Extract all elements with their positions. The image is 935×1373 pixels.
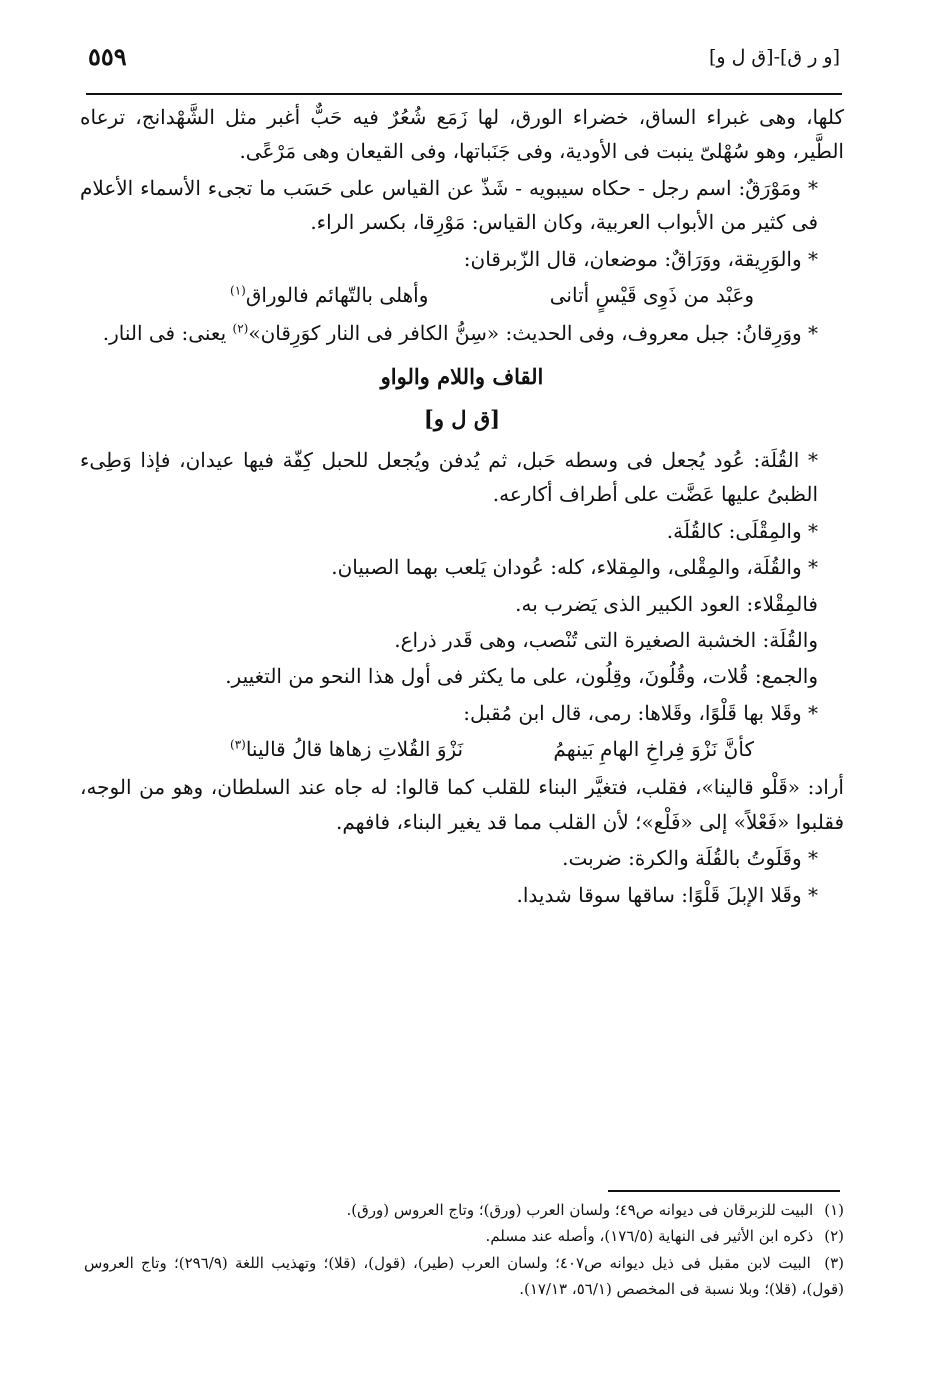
paragraph: * وقَلا الإبلَ قَلْوًا: ساقها سوقا شديدا. bbox=[516, 882, 818, 907]
paragraph: أراد: «قَلْو قالينا»، فقلب، فتغيَّر البناء للقلب كما قالوا: له جاه عند السلطان، وهو من الوجه، فقلبوا «فَعْلاً» إلى «فَلْع»؛ لأن القلب مما قد يغير البناء، فافهم. bbox=[80, 775, 844, 834]
verse bbox=[80, 278, 844, 312]
paragraph: * والمِقْلَى: كالقُلَة. bbox=[666, 518, 818, 543]
paragraph: * القُلَة: عُود يُجعل فى وسطه حَبل، ثم يُدفن ويُجعل للحبل كِفّة فيها عيدان، فإذا وَطِىء الظبىُ عليها عَضَّت على أطراف أكارعه. bbox=[80, 447, 818, 507]
paragraph: * والقُلَة، والمِقْلى، والمِقلاء، كله: عُودان يَلعب بهما الصبيان. bbox=[331, 555, 818, 580]
paragraph: * وقَلا بها قَلْوًا، وقَلاها: رمى، قال ابن مُقبل: bbox=[463, 700, 818, 725]
footnote-rule bbox=[608, 1190, 840, 1192]
paragraph: * والوَرِيقة، ووَرَاقٌ: موضعان، قال الزّبرقان: bbox=[463, 246, 818, 271]
running-head: [و ر ق]-[ق ل و] bbox=[708, 46, 840, 68]
section-title: القاف واللام والواو bbox=[380, 363, 544, 389]
paragraph: * وقَلَوتُ بالقُلَة والكرة: ضربت. bbox=[562, 846, 818, 871]
paragraph-text: يعنى: فى النار. bbox=[102, 321, 233, 346]
paragraph: والجمع: قُلات، وقُلُونَ، وقِلُون، على ما يكثر فى أول هذا النحو من التغيير. bbox=[225, 664, 818, 689]
footnotes bbox=[84, 1197, 844, 1302]
verse-hemistich: وعَبْد من ذَوِى قَيْسٍ أتانى bbox=[549, 282, 754, 307]
footnote bbox=[84, 1197, 844, 1223]
footnote-number: (٢) bbox=[824, 1227, 844, 1246]
main-text bbox=[80, 100, 844, 914]
verse-hemistich bbox=[230, 278, 428, 312]
paragraph: * ومَوْرَقٌ: اسم رجل - حكاه سيبويه - شَذّ عن القياس على حَسَب ما تجىء الأسماء الأعلام فى كثير من الأبواب العربية، وكان القياس: مَوْرِقا، بكسر الراء. bbox=[80, 175, 818, 235]
paragraph: فالمِقْلاء: العود الكبير الذى يَضرب به. bbox=[515, 591, 818, 616]
verse-hemistich bbox=[230, 732, 463, 766]
footnote-number: (٣) bbox=[824, 1253, 844, 1272]
paragraph-text: * ووَرِقانُ: جبل معروف، وفى الحديث: «سِنُّ الكافر فى النار كوَرِقان» bbox=[248, 321, 818, 346]
verse-hemistich-text: وأهلى بالتّهائم فالوراق bbox=[245, 282, 429, 307]
root-title: [ق ل و] bbox=[423, 405, 501, 431]
footnote bbox=[84, 1223, 844, 1249]
header-rule bbox=[86, 93, 842, 95]
paragraph: والقُلَة: الخشبة الصغيرة التى تُنْصب، وهى قَدر ذراع. bbox=[394, 627, 818, 652]
page-number: ٥٥٩ bbox=[88, 42, 127, 71]
footnote-number: (١) bbox=[824, 1201, 844, 1219]
footnote-text: البيت لابن مقبل فى ذيل ديوانه ص٤٠٧؛ ولسان العرب (طير)، (قول)، (قلا)؛ وتهذيب اللغة (٢٩٦/٩)؛ وتاج العروس (قول)، (قلا)؛ وبلا نسبة فى المخصص (٥٦/١، ١٧/١٣). bbox=[84, 1253, 844, 1298]
footnote bbox=[84, 1250, 844, 1303]
footnote-ref: (٣) bbox=[230, 737, 246, 752]
footnote-text: البيت للزبرقان فى ديوانه ص٤٩؛ ولسان العرب (ورق)؛ وتاج العروس (ورق). bbox=[346, 1201, 814, 1219]
verse-hemistich-text: نَزْوَ القُلاتِ زهاها قالُ قالينا bbox=[245, 737, 464, 762]
paragraph: كلها، وهى غبراء الساق، خضراء الورق، لها زَمَع شُعُرٌ فيه حَبٌّ أغبر مثل الشَّهْدانج، ترعاه الطَّير، وهو سُهْلىّ ينبت فى الأودية، وفى جَنَباتها، وفى القيعان وهى مَرْعًى. bbox=[80, 105, 844, 164]
verse bbox=[80, 732, 844, 766]
paragraph bbox=[80, 316, 844, 350]
footnote-ref: (١) bbox=[230, 283, 246, 298]
footnote-ref: (٢) bbox=[232, 321, 249, 336]
verse-hemistich: كأنَّ نَزْوَ فِراخِ الهامِ بَينهمُ bbox=[553, 737, 754, 762]
page-header bbox=[88, 40, 840, 92]
footnote-text: ذكره ابن الأثير فى النهاية (١٧٦/٥)، وأصله عند مسلم. bbox=[485, 1227, 814, 1246]
